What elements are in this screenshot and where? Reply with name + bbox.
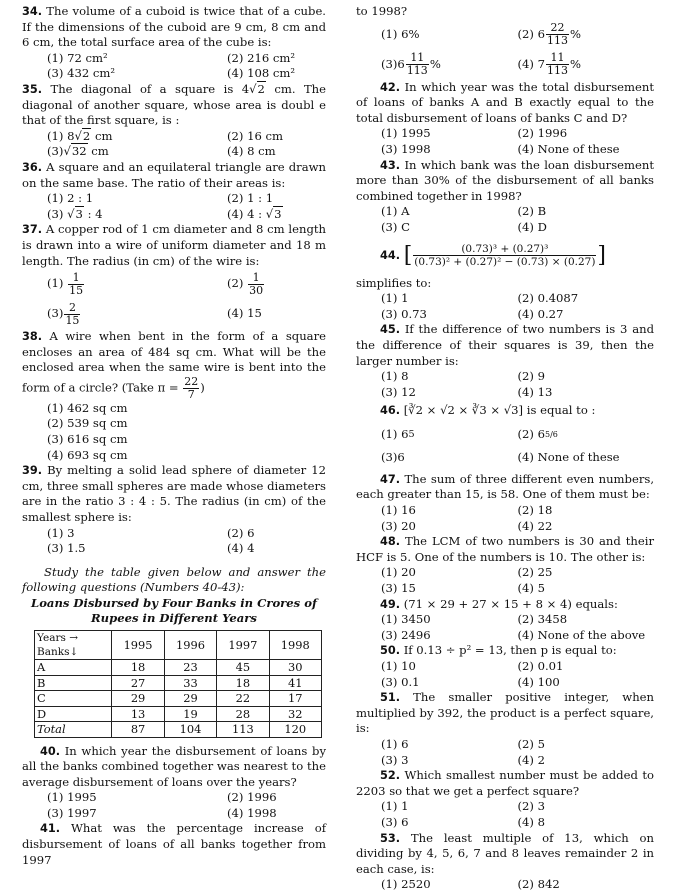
- loans-table: [34, 630, 322, 738]
- bank-label: A: [35, 660, 112, 676]
- question-text: A wire when bent in the form of a square encloses an area of 484 sq cm. What will be the enclosed area when the same wire is bent into the form of a circle? (Take π =: [22, 329, 326, 395]
- question-number: 41.: [40, 822, 61, 836]
- option-2: (2) 1996: [227, 790, 277, 805]
- option-2: (2) 1996: [517, 126, 568, 141]
- option-3: (3) $\frac{2}{15}$: [47, 300, 80, 327]
- bank-label: B: [35, 675, 112, 691]
- options: [22, 51, 326, 82]
- question-text: What was the percentage increase of disbursement of loans of all banks together from 1997: [22, 821, 326, 867]
- question-50: [356, 643, 654, 690]
- option-3: (3) 0.1: [381, 674, 420, 689]
- option-4: (4) 5: [517, 581, 545, 596]
- option-2: (2) 6 5/6: [517, 427, 558, 442]
- option-1: (1) 6: [381, 736, 409, 751]
- table-cell: 27: [112, 675, 164, 691]
- table-cell: 13: [112, 706, 164, 722]
- options: [356, 369, 654, 400]
- question-number: 44.: [380, 248, 401, 262]
- option-1: (1) 2520: [381, 877, 431, 892]
- bank-label: D: [35, 706, 112, 722]
- table-cell: 18: [112, 660, 164, 676]
- option-3: (3) 1.5: [47, 541, 86, 556]
- question-45: [356, 322, 654, 400]
- options: [356, 20, 654, 80]
- options: [356, 737, 654, 768]
- options: [356, 659, 654, 690]
- question-text: The smaller positive integer, when multiplied by 392, the product is a perfect square, is:: [356, 690, 654, 736]
- option-4: (4) None of these: [517, 450, 620, 465]
- question-text: The volume of a cuboid is twice that of a cube. If the dimensions of the cuboid are 9 cm, 8 cm and 6 cm, the total surface area of the cube is:: [22, 4, 326, 50]
- option-1: (1) 3: [47, 525, 75, 540]
- question-number: 34.: [22, 5, 43, 18]
- question-text: The LCM of two numbers is 30 and their HCF is 5. One of the numbers is 10. The other is:: [356, 534, 655, 564]
- question-number: 42.: [380, 80, 401, 94]
- option-4: (4) 15: [227, 306, 262, 321]
- question-46: 46. [∛2 × √2 × ∛3 × √3] is equal to : (1) 6 5 (2) 6 5/6 (3)6 (4) None of these: [356, 400, 654, 466]
- question-44: [356, 236, 654, 323]
- option-1: (1) 6 5: [381, 427, 415, 442]
- table-instructions: Study the table given below and answer the following questions (Numbers 40-43):: [22, 564, 326, 595]
- options: [22, 790, 326, 821]
- option-4: (4) 0.27: [517, 306, 564, 321]
- option-3: (3)√32 cm: [47, 144, 109, 159]
- question-text: A square and an equilateral triangle are drawn on the same base. The ratio of their areas is:: [22, 159, 327, 190]
- table-cell: 18: [217, 675, 269, 691]
- option-1: (1) $\frac{1}{15}$: [47, 270, 84, 297]
- bank-label: C: [35, 691, 112, 707]
- question-number: 49.: [380, 597, 401, 611]
- option-1: (1) 1: [381, 799, 409, 814]
- question-48: [356, 534, 654, 596]
- question-42: [356, 80, 654, 158]
- expression: ∛2 × √2 × ∛3 × √3: [408, 403, 519, 418]
- question-40: [22, 744, 326, 822]
- option-4: (4) 108 cm²: [227, 66, 296, 81]
- option-1: (1) 2 : 1: [47, 191, 94, 206]
- question-number: 45.: [380, 323, 401, 337]
- option-2: (2) 3: [517, 799, 545, 814]
- table-cell: 32: [269, 706, 321, 722]
- question-34: [22, 4, 326, 82]
- option-2: (2) 18: [517, 503, 553, 518]
- question-text: If the difference of two numbers is 3 and the difference of their squares is 39, then the larger number is:: [356, 322, 654, 368]
- question-43: [356, 158, 654, 236]
- year-header: 1997: [217, 631, 269, 660]
- option-2: (2) 539 sq cm: [47, 416, 128, 431]
- question-text: The least multiple of 13, which on dividing by 4, 5, 6, 7 and 8 leaves remainder 2 in each case, is:: [356, 830, 654, 876]
- question-text: A copper rod of 1 cm diameter and 8 cm length is drawn into a wire of uniform diameter and 18 m length. The radius (in cm) of the wire is:: [22, 222, 327, 268]
- question-number: 39.: [22, 464, 43, 478]
- question-52: [356, 768, 654, 830]
- option-4: (4) 8 cm: [227, 144, 276, 159]
- question-number: 48.: [380, 535, 401, 549]
- option-4: (4) 100: [517, 674, 560, 689]
- option-3: (3) √3 : 4: [47, 206, 103, 221]
- table-row: [35, 660, 322, 676]
- table-cell: 22: [217, 691, 269, 707]
- option-4: (4) D: [517, 219, 547, 234]
- question-53: [356, 831, 654, 893]
- left-column: [22, 4, 326, 868]
- option-2: (2) 3458: [517, 612, 568, 627]
- table-cell: 29: [112, 691, 164, 707]
- option-4: (4) 1998: [227, 805, 277, 820]
- question-number: 47.: [380, 472, 401, 486]
- year-header: 1998: [269, 631, 321, 660]
- question-number: 52.: [380, 769, 401, 783]
- table-row: [35, 675, 322, 691]
- bracket-right: ]: [597, 242, 607, 268]
- question-text: The diagonal of a square is 4: [50, 81, 250, 96]
- option-1: (1) 8: [381, 369, 409, 384]
- options: [356, 204, 654, 235]
- option-4: (4) 8: [517, 814, 545, 829]
- option-2: (2) 216 cm²: [227, 50, 296, 65]
- option-2: (2) B: [517, 204, 547, 219]
- option-4: (4) 2: [517, 752, 545, 767]
- option-2: (2) 5: [517, 736, 545, 751]
- option-2: (2) 1 : 1: [227, 191, 274, 206]
- table-cell: 29: [164, 691, 216, 707]
- option-4: (4) 693 sq cm: [47, 447, 128, 462]
- question-text: If 0.13 ÷ p² = 13, then p is equal to:: [403, 643, 617, 658]
- table-cell: 45: [217, 660, 269, 676]
- option-4: (4) None of these: [517, 141, 620, 156]
- option-1: (1) 20: [381, 565, 416, 580]
- question-number: 37.: [22, 223, 43, 237]
- options: [356, 291, 654, 322]
- question-36: [22, 160, 326, 222]
- question-41-continued: [356, 4, 654, 80]
- option-1: (1) 1: [381, 291, 409, 306]
- option-3: (3) 616 sq cm: [47, 432, 128, 447]
- option-3: (3) 432 cm²: [47, 66, 116, 81]
- option-4: (4) None of the above: [517, 627, 646, 642]
- options: [22, 191, 326, 222]
- table-total-row: [35, 722, 322, 738]
- table-cell: 120: [269, 722, 321, 738]
- question-51: [356, 690, 654, 768]
- pi-fraction: $\frac{22}{7}$: [184, 374, 199, 401]
- options: [22, 526, 326, 557]
- question-number: 53.: [380, 831, 401, 845]
- table-row: [35, 706, 322, 722]
- question-number: 46.: [380, 404, 401, 418]
- option-3: (3)6: [381, 450, 405, 465]
- table-subtitle: Rupees in Different Years: [91, 611, 257, 625]
- question-text: is equal to :: [523, 403, 596, 418]
- options: [356, 612, 654, 643]
- option-1: (1) 1995: [381, 126, 431, 141]
- option-4: (4) 7 $\frac{11}{113}$ %: [517, 51, 582, 78]
- question-number: 36.: [22, 160, 43, 174]
- option-1: (1) A: [381, 204, 410, 219]
- question-text-end: cm. The diagonal of another square, whose area is doubl e that of the first square, is :: [22, 81, 327, 128]
- bracket-left: [: [403, 242, 413, 268]
- table-cell: 17: [269, 691, 321, 707]
- table-cell: 23: [164, 660, 216, 676]
- total-label: Total: [35, 722, 112, 738]
- option-1: (1) 6%: [381, 26, 420, 41]
- question-text: (71 × 29 + 27 × 15 + 8 × 4) equals:: [403, 596, 618, 611]
- option-2: (2) 0.01: [517, 659, 564, 673]
- option-2: (2) $\frac{1}{30}$: [227, 270, 264, 297]
- option-3: (3) 1997: [47, 805, 97, 820]
- options: [22, 129, 326, 160]
- options: [356, 799, 654, 830]
- option-3: (3) 20: [381, 518, 416, 533]
- options: [356, 877, 654, 893]
- table-cell: 30: [269, 660, 321, 676]
- year-header: 1995: [112, 631, 164, 660]
- option-3: (3) 15: [381, 581, 416, 596]
- table-corner-cell: Years → Banks↓: [35, 631, 112, 660]
- question-number: 50.: [380, 644, 401, 658]
- question-text: In which year the disbursement of loans by all the banks combined together was nearest to the average disbursement of loans over the years?: [22, 743, 326, 789]
- options: [356, 126, 654, 157]
- question-text: to 1998?: [356, 4, 408, 18]
- option-2: (2) 6 $\frac{22}{113}$ %: [517, 21, 582, 48]
- option-1: (1) 462 sq cm: [47, 400, 128, 415]
- table-title: Loans Disbursed by Four Banks in Crores of: [31, 596, 317, 610]
- option-1: (1) 3450: [381, 612, 431, 627]
- option-3: (3) 6: [381, 814, 409, 829]
- question-text: Which smallest number must be added to 2203 so that we get a perfect square?: [356, 768, 655, 798]
- option-3: (3) 0.73: [381, 306, 427, 321]
- question-text: The sum of three different even numbers, each greater than 15, is 58. One of them must be:: [356, 471, 655, 502]
- option-3: (3) 2496: [381, 627, 431, 642]
- question-37: [22, 222, 326, 329]
- question-38: 38. A wire when bent in the form of a square encloses an area of 484 sq cm. What will be the enclosed area when the same wire is bent into the form of a circle? (Take π = $\frac{22}{7}$ ) (1) 462 sq cm (2) 539 sq cm (3) 616 sq cm (4) 693 sq cm: [22, 329, 326, 462]
- option-4: (4) 13: [517, 384, 553, 399]
- option-1: (1) 10: [381, 659, 416, 673]
- right-column: [356, 4, 654, 893]
- options: [356, 565, 654, 596]
- question-35: 35. The diagonal of a square is 4√2 cm. The diagonal of another square, whose area is doubl e that of the first square, is : (1) 8√2 cm (2) 16 cm (3)√32 cm (4) 8 cm: [22, 81, 327, 159]
- options: [356, 503, 654, 534]
- options: [22, 269, 326, 329]
- option-4: (4) 22: [517, 518, 553, 533]
- option-3: (3) 1998: [381, 141, 431, 156]
- option-2: (2) 16 cm: [227, 128, 284, 143]
- option-1: (1) 1995: [47, 790, 97, 805]
- option-1: (1) 72 cm²: [47, 50, 108, 65]
- question-number: 51.: [380, 691, 401, 705]
- year-header: 1996: [164, 631, 216, 660]
- options: [22, 401, 326, 463]
- table-cell: 33: [164, 675, 216, 691]
- option-2: (2) 25: [517, 565, 553, 580]
- question-text: By melting a solid lead sphere of diameter 12 cm, three small spheres are made whose diameters are in the ratio 3 : 4 : 5. The radius (in cm) of the smallest sphere is:: [22, 463, 326, 525]
- option-1: (1) 16: [381, 503, 416, 518]
- question-39: [22, 463, 326, 557]
- option-2: (2) 9: [517, 369, 545, 384]
- question-text: In which year was the total disbursement of loans of banks A and B exactly equal to the total disbursement of loans of banks C and D?: [356, 79, 654, 125]
- table-cell: 19: [164, 706, 216, 722]
- question-number: 40.: [40, 744, 61, 758]
- question-number: 38.: [22, 330, 43, 344]
- option-4: (4) 4 : √3: [227, 206, 282, 221]
- option-3: (3) C: [381, 219, 410, 234]
- table-cell: 104: [164, 722, 216, 738]
- option-2: (2) 0.4087: [517, 291, 579, 306]
- question-number: 35.: [22, 82, 43, 96]
- table-cell: 28: [217, 706, 269, 722]
- option-1: (1) 8√2 cm: [47, 128, 113, 143]
- expression-fraction: $\frac{\text{(0.73)³ + (0.27)³}}{\text{(0.73)² + (0.27)² − (0.73) × (0.27)}}$: [414, 243, 596, 269]
- table-header-row: [35, 631, 322, 660]
- option-2: (2) 842: [517, 877, 560, 892]
- question-41: [22, 821, 326, 868]
- options: [356, 420, 654, 466]
- question-text: simplifies to:: [356, 275, 432, 290]
- option-4: (4) 4: [227, 541, 255, 556]
- table-cell: 87: [112, 722, 164, 738]
- option-3: (3) 3: [381, 752, 409, 767]
- table-row: [35, 691, 322, 707]
- option-3: (3)6 $\frac{11}{113}$ %: [381, 51, 441, 78]
- table-cell: 41: [269, 675, 321, 691]
- question-47: [356, 472, 654, 534]
- question-49: [356, 597, 654, 644]
- sqrt-term: 2: [257, 81, 265, 96]
- question-text: In which bank was the loan disbursement more than 30% of the disbursement of all banks combined together in 1998?: [356, 157, 655, 203]
- question-number: 43.: [380, 158, 401, 172]
- option-3: (3) 12: [381, 384, 416, 399]
- table-cell: 113: [217, 722, 269, 738]
- option-2: (2) 6: [227, 525, 255, 540]
